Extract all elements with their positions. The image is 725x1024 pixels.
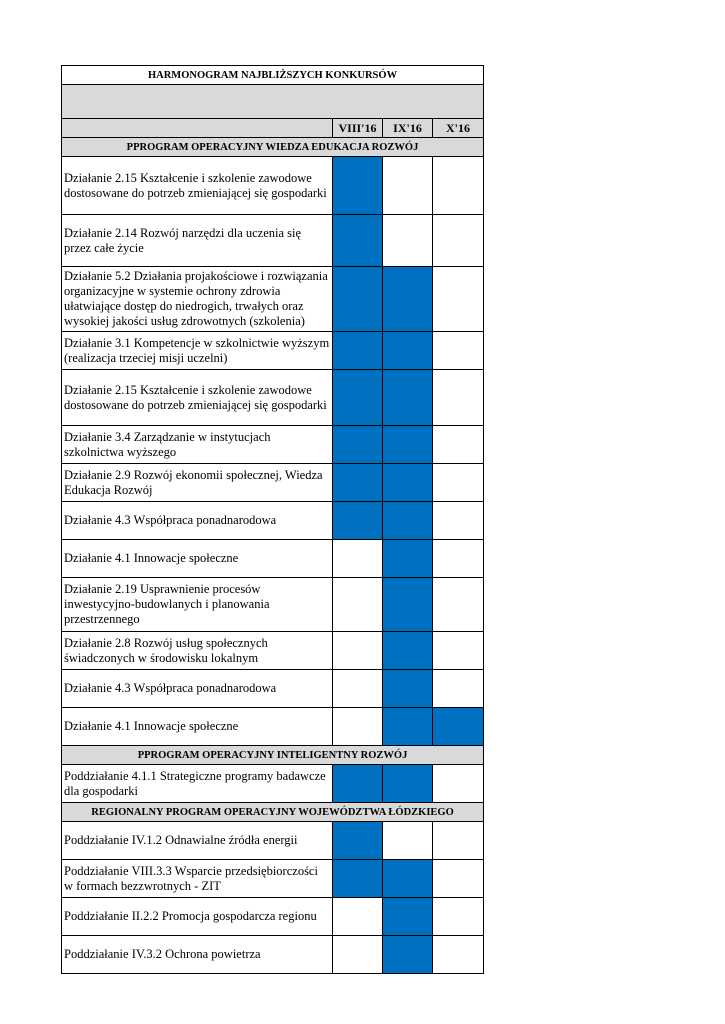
table-row xyxy=(62,632,484,670)
month-header-empty xyxy=(62,119,333,138)
table-row xyxy=(62,267,484,332)
schedule-cell-active xyxy=(333,157,383,215)
schedule-cell-empty xyxy=(433,632,484,670)
schedule-cell-active xyxy=(333,370,383,426)
schedule-cell-active xyxy=(383,632,433,670)
table-row xyxy=(62,670,484,708)
schedule-cell-empty xyxy=(433,822,484,860)
schedule-cell-empty xyxy=(433,332,484,370)
table-row xyxy=(62,215,484,267)
table-row xyxy=(62,540,484,578)
schedule-cell-active xyxy=(333,464,383,502)
schedule-cell-active xyxy=(383,936,433,974)
schedule-cell-empty xyxy=(433,936,484,974)
schedule-cell-empty xyxy=(333,708,383,746)
schedule-cell-empty xyxy=(333,632,383,670)
schedule-cell-active xyxy=(333,502,383,540)
table-row xyxy=(62,860,484,898)
row-label: Działanie 2.19 Usprawnienie procesów inwestycyjno-budowlanych i planowania przestrzennego xyxy=(62,578,333,632)
row-label: Działanie 3.4 Zarządzanie w instytucjach szkolnictwa wyższego xyxy=(62,426,333,464)
schedule-cell-active xyxy=(383,267,433,332)
schedule-cell-active xyxy=(333,822,383,860)
row-label: Poddziałanie IV.1.2 Odnawialne źródła energii xyxy=(62,822,333,860)
row-label: Działanie 2.14 Rozwój narzędzi dla uczenia się przez całe życie xyxy=(62,215,333,267)
schedule-cell-empty xyxy=(333,898,383,936)
section-title: REGIONALNY PROGRAM OPERACYJNY WOJEWÓDZTWA ŁÓDZKIEGO xyxy=(62,803,484,822)
month-header: X'16 xyxy=(433,119,484,138)
table-row xyxy=(62,822,484,860)
schedule-cell-active xyxy=(433,708,484,746)
schedule-cell-empty xyxy=(433,157,484,215)
schedule-cell-empty xyxy=(433,267,484,332)
month-header: VIII'16 xyxy=(333,119,383,138)
row-label: Poddziałanie VIII.3.3 Wsparcie przedsiębiorczości w formach bezzwrotnych - ZIT xyxy=(62,860,333,898)
schedule-cell-empty xyxy=(433,215,484,267)
row-label: Działanie 5.2 Działania projakościowe i rozwiązania organizacyjne w systemie ochrony zdrowia ułatwiające dostęp do niedrogich, trwałych oraz wysokiej jakości usług zdrowotnych (szkolenia) xyxy=(62,267,333,332)
section-header-row xyxy=(62,746,484,765)
table-row xyxy=(62,370,484,426)
table-row xyxy=(62,464,484,502)
schedule-cell-active xyxy=(333,860,383,898)
schedule-cell-empty xyxy=(433,502,484,540)
schedule-cell-active xyxy=(333,332,383,370)
schedule-cell-active xyxy=(383,578,433,632)
schedule-cell-active xyxy=(333,426,383,464)
schedule-cell-empty xyxy=(383,822,433,860)
row-label: Działanie 4.3 Współpraca ponadnarodowa xyxy=(62,502,333,540)
table-row xyxy=(62,426,484,464)
schedule-cell-empty xyxy=(433,464,484,502)
schedule-cell-active xyxy=(383,708,433,746)
schedule-cell-empty xyxy=(433,898,484,936)
row-label: Działanie 4.1 Innowacje społeczne xyxy=(62,708,333,746)
schedule-cell-active xyxy=(333,215,383,267)
schedule-cell-active xyxy=(383,370,433,426)
table-row xyxy=(62,578,484,632)
table-row xyxy=(62,936,484,974)
header-blank-row xyxy=(62,85,484,119)
table-row xyxy=(62,502,484,540)
schedule-cell-empty xyxy=(383,157,433,215)
schedule-cell-active xyxy=(383,898,433,936)
schedule-cell-active xyxy=(383,332,433,370)
row-label: Poddziałanie IV.3.2 Ochrona powietrza xyxy=(62,936,333,974)
schedule-table xyxy=(61,65,484,974)
section-header-row xyxy=(62,138,484,157)
schedule-cell-active xyxy=(383,670,433,708)
schedule-cell-active xyxy=(383,502,433,540)
section-header-row xyxy=(62,803,484,822)
table-row xyxy=(62,765,484,803)
schedule-cell-empty xyxy=(333,578,383,632)
schedule-cell-empty xyxy=(433,670,484,708)
header-blank-cell xyxy=(62,85,484,119)
schedule-cell-active xyxy=(383,540,433,578)
schedule-cell-active xyxy=(333,765,383,803)
month-header-row xyxy=(62,119,484,138)
table-row xyxy=(62,898,484,936)
schedule-cell-empty xyxy=(333,936,383,974)
schedule-cell-empty xyxy=(383,215,433,267)
row-label: Poddziałanie 4.1.1 Strategiczne programy badawcze dla gospodarki xyxy=(62,765,333,803)
row-label: Poddziałanie II.2.2 Promocja gospodarcza regionu xyxy=(62,898,333,936)
table-row xyxy=(62,332,484,370)
schedule-cell-active xyxy=(383,765,433,803)
schedule-cell-empty xyxy=(433,540,484,578)
section-title: PPROGRAM OPERACYJNY WIEDZA EDUKACJA ROZWÓJ xyxy=(62,138,484,157)
row-label: Działanie 2.9 Rozwój ekonomii społecznej, Wiedza Edukacja Rozwój xyxy=(62,464,333,502)
schedule-cell-empty xyxy=(333,670,383,708)
schedule-cell-active xyxy=(383,860,433,898)
row-label: Działanie 2.15 Kształcenie i szkolenie zawodowe dostosowane do potrzeb zmieniającej się gospodarki xyxy=(62,370,333,426)
schedule-cell-active xyxy=(333,267,383,332)
row-label: Działanie 2.15 Kształcenie i szkolenie zawodowe dostosowane do potrzeb zmieniającej się gospodarki xyxy=(62,157,333,215)
table-row xyxy=(62,708,484,746)
row-label: Działanie 2.8 Rozwój usług społecznych świadczonych w środowisku lokalnym xyxy=(62,632,333,670)
schedule-cell-empty xyxy=(433,578,484,632)
table-row xyxy=(62,157,484,215)
title-row xyxy=(62,66,484,85)
row-label: Działanie 4.3 Współpraca ponadnarodowa xyxy=(62,670,333,708)
table-title: HARMONOGRAM NAJBLIŻSZYCH KONKURSÓW xyxy=(62,66,484,85)
row-label: Działanie 3.1 Kompetencje w szkolnictwie wyższym (realizacja trzeciej misji uczelni) xyxy=(62,332,333,370)
row-label: Działanie 4.1 Innowacje społeczne xyxy=(62,540,333,578)
month-header: IX'16 xyxy=(383,119,433,138)
schedule-cell-empty xyxy=(433,370,484,426)
schedule-cell-active xyxy=(383,426,433,464)
schedule-cell-empty xyxy=(433,765,484,803)
schedule-cell-empty xyxy=(433,426,484,464)
schedule-cell-empty xyxy=(433,860,484,898)
schedule-cell-empty xyxy=(333,540,383,578)
schedule-cell-active xyxy=(383,464,433,502)
section-title: PPROGRAM OPERACYJNY INTELIGENTNY ROZWÓJ xyxy=(62,746,484,765)
